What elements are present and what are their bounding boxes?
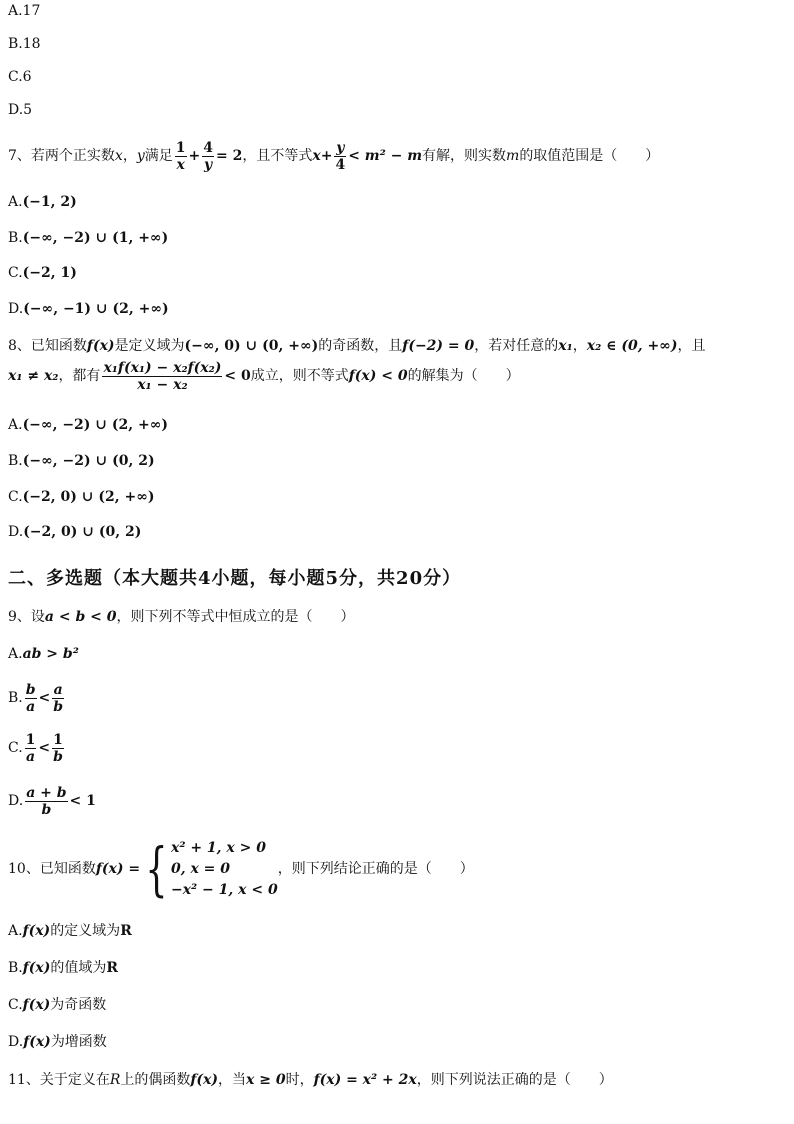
q11-math: f(x) = x² + 2x [313, 1072, 417, 1088]
option-label: A. [8, 646, 23, 662]
q10-cases [171, 838, 278, 901]
q7-text: 有解，则实数 [422, 148, 507, 164]
left-brace-icon: { [145, 835, 168, 903]
q8-text: 成立，则不等式 [250, 368, 349, 384]
q9-math: a < b < 0 [44, 609, 117, 625]
option-text: 为奇函数 [50, 997, 107, 1013]
q9-op: < [38, 690, 51, 706]
q8-text: 是定义域为 [114, 338, 185, 354]
q8-math: f(x) < 0 [348, 368, 408, 384]
option-label: A. [8, 194, 23, 210]
q8-frac-den: x₁ − x₂ [137, 376, 188, 393]
q11-text: 时， [285, 1072, 314, 1088]
q8-number: 8、 [8, 338, 31, 354]
q7-var: y [136, 148, 145, 164]
q8-option-d [8, 522, 141, 542]
prev-option-d: D.5 [8, 102, 33, 118]
q10-math: f(x) = [95, 861, 141, 877]
option-value: (−2, 1) [22, 265, 77, 281]
q11-math: f(x) [190, 1072, 218, 1088]
q7-frac-num: 4 [203, 139, 213, 156]
q7-text: ， [122, 148, 137, 164]
q8-option-c [8, 487, 155, 507]
option-math: f(x) [22, 960, 51, 976]
option-math: R [120, 923, 132, 939]
option-text: 的定义域为 [50, 923, 121, 939]
q7-fraction [175, 140, 187, 173]
q7-text: 的取值范围是（ ） [519, 148, 660, 164]
q8-frac-num: x₁f(x₁) − x₂f(x₂) [103, 359, 222, 376]
option-text: 的值域为 [50, 960, 107, 976]
q11-number: 11、 [8, 1072, 40, 1088]
option-value: (−2, 0) ∪ (0, 2) [23, 524, 142, 540]
frac-den: b [53, 748, 63, 765]
q7-math: x [312, 148, 321, 164]
option-text: 为增函数 [50, 1034, 107, 1050]
q8-math: (−∞, 0) ∪ (0, +∞) [184, 338, 319, 354]
q8-option-a [8, 415, 168, 435]
section-heading: 二、多选题（本大题共4小题，每小题5分，共20分） [8, 568, 462, 589]
q9-text: ，则下列不等式中恒成立的是（ ） [116, 609, 355, 625]
q10-case: 0, x = 0 [170, 860, 231, 877]
q11-var: R [109, 1072, 121, 1088]
q9-number: 9、 [8, 609, 31, 625]
q8-math: f(−2) = 0 [402, 338, 475, 354]
frac-den: b [53, 698, 64, 715]
q8-text: ， [572, 338, 587, 354]
frac-num: a + b [26, 784, 67, 801]
q7-frac-den: y [204, 156, 213, 173]
frac-num: 1 [53, 731, 63, 748]
q7-var: m [506, 148, 520, 164]
q11-text: ，则下列说法正确的是（ ） [416, 1072, 613, 1088]
option-label: D. [8, 524, 24, 540]
q7-option-c [8, 263, 77, 283]
q7-text: 若两个正实数 [30, 148, 115, 164]
q10-case: −x² − 1, x < 0 [170, 881, 278, 898]
q7-eq: = 2 [215, 148, 243, 164]
q8-text: ，都有 [58, 368, 101, 384]
q7-frac-den: 4 [335, 156, 346, 173]
option-value: (−∞, −2) ∪ (1, +∞) [22, 230, 169, 246]
q8-option-b [8, 451, 155, 471]
q8-math: x₂ ∈ (0, +∞) [586, 338, 678, 354]
option-value: (−∞, −2) ∪ (0, 2) [22, 453, 155, 469]
q8-text: 的奇函数，且 [318, 338, 403, 354]
option-label: C. [8, 265, 23, 281]
frac-den: b [41, 801, 52, 818]
q7-frac-den: x [176, 156, 185, 173]
q8-math: x₁ [558, 338, 573, 354]
q9-option-a [8, 644, 79, 664]
q11-text: 关于定义在 [39, 1072, 110, 1088]
option-math: R [106, 960, 119, 976]
q9-text: 设 [30, 609, 45, 625]
q7-var: x [114, 148, 123, 164]
question-11 [8, 1070, 613, 1090]
option-label: B. [8, 453, 23, 469]
option-label: D. [8, 793, 24, 809]
q7-option-d [8, 299, 169, 319]
q8-text: 的解集为（ ） [407, 368, 520, 384]
q7-option-b [8, 228, 168, 248]
q7-text: ，且不等式 [242, 148, 313, 164]
q11-text: ，当 [218, 1072, 246, 1088]
q7-frac-num: y [336, 139, 345, 156]
q10-text: 已知函数 [39, 861, 96, 877]
q9-fraction [25, 785, 67, 818]
option-label: A. [8, 923, 23, 939]
q7-number: 7、 [8, 148, 31, 164]
option-value: (−1, 2) [22, 194, 77, 210]
q7-option-a [8, 192, 77, 212]
q10-number: 10、 [8, 861, 40, 877]
option-label: D. [8, 301, 24, 317]
option-math: f(x) [22, 997, 51, 1013]
frac-den: a [26, 748, 36, 765]
q8-text: 已知函数 [30, 338, 87, 354]
option-label: A. [8, 417, 23, 433]
option-value: (−∞, −2) ∪ (2, +∞) [22, 417, 169, 433]
option-value: ab > b² [22, 646, 79, 662]
q11-math: x ≥ 0 [246, 1072, 286, 1088]
option-value: (−2, 0) ∪ (2, +∞) [22, 489, 155, 505]
q8-text: ，且 [677, 338, 706, 354]
q9-fraction [52, 732, 64, 765]
q9-fraction [52, 682, 64, 715]
frac-den: a [26, 698, 36, 715]
option-label: B. [8, 690, 23, 706]
q10-option-a [8, 921, 132, 941]
option-label: D. [8, 1034, 24, 1050]
q9-option-c [8, 730, 66, 766]
frac-num: a [53, 681, 63, 698]
option-label: B. [8, 960, 23, 976]
q7-text: 满足 [144, 148, 173, 164]
option-label: B. [8, 230, 23, 246]
q8-math: x₁ ≠ x₂ [8, 368, 59, 384]
question-10 [8, 834, 474, 904]
q9-option-d [8, 783, 96, 819]
q10-option-b [8, 958, 118, 978]
q9-op: < [38, 740, 51, 756]
option-label: C. [8, 489, 23, 505]
q7-fraction [202, 140, 214, 173]
prev-option-a: A.17 [8, 3, 41, 19]
option-label: C. [8, 997, 23, 1013]
question-9 [8, 607, 354, 627]
q8-fraction [102, 360, 222, 393]
frac-num: b [25, 681, 36, 698]
q10-text: ，则下列结论正确的是（ ） [277, 861, 474, 877]
q8-math: f(x) [86, 338, 115, 354]
option-label: C. [8, 740, 23, 756]
q10-option-d [8, 1032, 107, 1052]
q7-frac-num: 1 [175, 139, 186, 156]
option-math: f(x) [23, 1034, 51, 1050]
q8-text: ，若对任意的 [474, 338, 559, 354]
q7-math: < m² − m [348, 148, 423, 164]
option-value: (−∞, −1) ∪ (2, +∞) [23, 301, 169, 317]
q10-case: x² + 1, x > 0 [170, 839, 266, 856]
q9-fraction [25, 732, 37, 765]
q8-math: < 0 [224, 368, 251, 384]
q9-option-b [8, 680, 66, 716]
q10-option-c [8, 995, 106, 1015]
q11-text: 上的偶函数 [120, 1072, 191, 1088]
question-7 [8, 138, 659, 174]
prev-option-c: C.6 [8, 69, 32, 85]
question-8-cont [8, 358, 520, 394]
frac-num: 1 [25, 731, 36, 748]
q7-op: + [320, 148, 333, 164]
q9-op: < 1 [69, 793, 96, 809]
question-8 [8, 336, 705, 356]
q7-fraction [334, 140, 346, 173]
q9-fraction [25, 682, 37, 715]
q7-op: + [188, 148, 201, 164]
prev-option-b: B.18 [8, 36, 41, 52]
option-math: f(x) [22, 923, 51, 939]
